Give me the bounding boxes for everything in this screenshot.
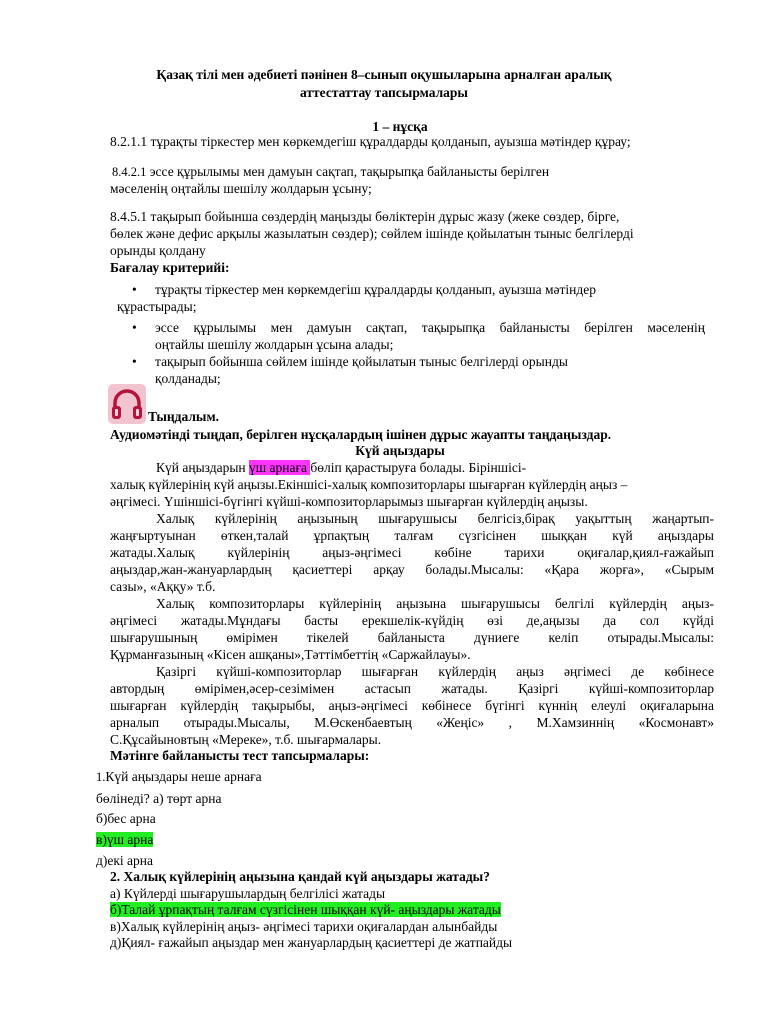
question-1-text: Күй аңыздары неше арнаға [105, 769, 262, 784]
text-p4-line-4: арналып отырады.Мысалы, М.Өскенбаевтың «Жеңіс» , М.Хамзиннің «Космонавт» [110, 715, 714, 730]
tasks-heading: Мәтінге байланысты тест тапсырмалары: [110, 748, 370, 763]
objective-3-line-2: бөлек және дефис арқылы жазылатын сөздер); сөйлем ішінде қойылатын тыныс белгілерді [110, 226, 634, 241]
question-2-correct-answer: б)Талай ұрпақтың талғам сүзгісінен шыққан күй- аңыздары жатады [110, 902, 501, 917]
variant-label: 1 – нұсқа [372, 119, 428, 134]
criteria-3-line-1: тақырып бойынша сөйлем ішінде қойылатын тыныс белгілерді орынды [155, 354, 568, 369]
text-p4-line-1: Қазіргі күйші-композиторлар шығарған күйлердің аңыз әңгімесі де көбінесе [156, 664, 714, 679]
text-title: Күй аңыздары [355, 443, 445, 458]
question-1-option-b: б)бес арна [96, 811, 156, 826]
objective-2-line-2: мәселенің оңтайлы шешілу жолдарын ұсыну; [110, 181, 372, 196]
title-line-1: Қазақ тілі мен әдебиеті пәнінен 8–сынып оқушыларына арналған аралық [156, 67, 612, 82]
objective-3-line-1: 8.4.5.1 тақырып бойынша сөздердің маңызды бөліктерін дұрыс жазу (жеке сөздер, бірге, [110, 209, 620, 224]
text-p3-line-1: Халық композиторлары күйлерінің аңызына шығарушысы белгілі күйлердің аңыз- [156, 596, 714, 611]
text-p4-line-3: шығарған күйлердің тақырыбы, аңыз-әңгімесі көбінесе бүгінгі күннің елеулі оқиғаларына [110, 698, 714, 713]
question-1-number: 1. [96, 770, 106, 784]
text-p1-start: Күй аңыздарын [156, 460, 250, 475]
criteria-2-line-1: эссе құрылымы мен дамуын сақтап, тақырыпқа байланысты берілген мәселенің [155, 320, 705, 335]
text-p3-line-2: әңгімесі жатады.Мұндағы басты ерекшелік-күйдің өзі де,аңызы да сол күйді [110, 613, 714, 628]
text-p1-highlight: үш арнаға [249, 460, 311, 475]
question-1-correct-answer: в)үш арна [96, 832, 154, 847]
text-p2-line-1: Халық күйлерінің аңызының шығарушысы белгісіз,бірақ уақыттың жаңартып- [156, 511, 714, 526]
objective-3-line-3: орынды қолдану [110, 243, 206, 258]
text-p2-line-5: сазы», «Аққу» т.б. [110, 579, 216, 594]
text-p4-line-5: С.Құсайыновтың «Мереке», т.б. шығармалары. [110, 732, 382, 747]
question-1-line-2: бөлінеді? а) төрт арна [96, 791, 222, 806]
objective-1: 8.2.1.1 тұрақты тіркестер мен көркемдегіш құралдарды қолданып, ауызша мәтіндер құрау; [110, 134, 631, 149]
criteria-1-line-1: тұрақты тіркестер мен көркемдегіш құралдарды қолданып, ауызша мәтіндер [155, 282, 597, 297]
title-line-2: аттестаттау тапсырмалары [300, 85, 468, 100]
criteria-bullet-1: • [132, 282, 137, 297]
question-1 [96, 769, 262, 786]
listening-label: Тыңдалым. [148, 409, 220, 424]
text-p1-line-2: халық күйлерінің күй аңызы.Екіншісі-халық композиторлары шығарған күйлердің аңыз – [110, 477, 628, 492]
text-p1-end: бөліп қарастыруға болады. Біріншісі- [310, 460, 527, 475]
criteria-1-line-2: құрастырады; [117, 299, 197, 314]
question-1-option-v [96, 832, 153, 849]
text-p2-line-2: жаңғыртуынан өткен,талай ұрпақтың талғам сүзгісінен шыққан күй аңыздары [110, 528, 714, 543]
objective-2-line-1 [112, 164, 549, 181]
question-2-option-d: д)Қиял- ғажайып аңыздар мен жануарлардың қасиеттері де жатпайды [110, 935, 513, 950]
headphones-icon [108, 384, 146, 424]
listening-instruction: Аудиомәтінді тыңдап, берілген нұсқалардың ішінен дұрыс жауапты таңдаңыздар. [110, 427, 612, 442]
criteria-3-line-2: қолданады; [155, 371, 221, 386]
text-p2-line-3: жатады.Халық күйлерінің аңыз-әңгімесі көбіне тарихи оқиғалар,қиял-ғажайып [110, 545, 714, 560]
text-p1-line-1 [156, 460, 526, 477]
question-1-option-d: д)екі арна [96, 853, 153, 868]
criteria-2-line-2: оңтайлы шешілу жолдарын ұсына алады; [155, 337, 394, 352]
text-p3-line-4: Құрманғазының «Кісен ашқаны»,Тәттімбеттің «Саржайлауы». [110, 647, 471, 662]
text-p4-line-2: автордың өмірімен,әсер-сезімімен астасып жатады. Қазіргі күйші-композиторлар [110, 681, 714, 696]
text-p1-line-3: әңгімесі. Үшіншісі-бүгінгі күйші-композиторларымыз шығарған күйлердің аңызы. [110, 494, 588, 509]
question-2-option-b [110, 902, 501, 919]
objective-2-text: эссе құрылымы мен дамуын сақтап, тақырыпқа байланысты берілген [146, 164, 550, 179]
text-p2-line-4: аңыздар,жан-жануарлардың қасиеттері арқау болады.Мысалы: «Қара жорға», «Сырым [110, 562, 714, 577]
question-2-option-a: а) Күйлерді шығарушылардың белгілісі жатады [110, 886, 386, 901]
criteria-bullet-3: • [132, 354, 137, 369]
text-p3-line-3: шығарушының өмірімен тікелей байланыста дүниеге келіп отырады.Мысалы: [110, 630, 714, 645]
question-2: 2. Халық күйлерінің аңызына қандай күй аңыздары жатады? [110, 869, 490, 884]
question-2-option-v: в)Халық күйлерінің аңыз- әңгімесі тарихи оқиғалардан алынбайды [110, 919, 498, 934]
criteria-heading: Бағалау критерийі: [110, 260, 230, 275]
objective-2-code: 8.4.2.1 [112, 165, 147, 179]
criteria-bullet-2: • [132, 320, 137, 335]
